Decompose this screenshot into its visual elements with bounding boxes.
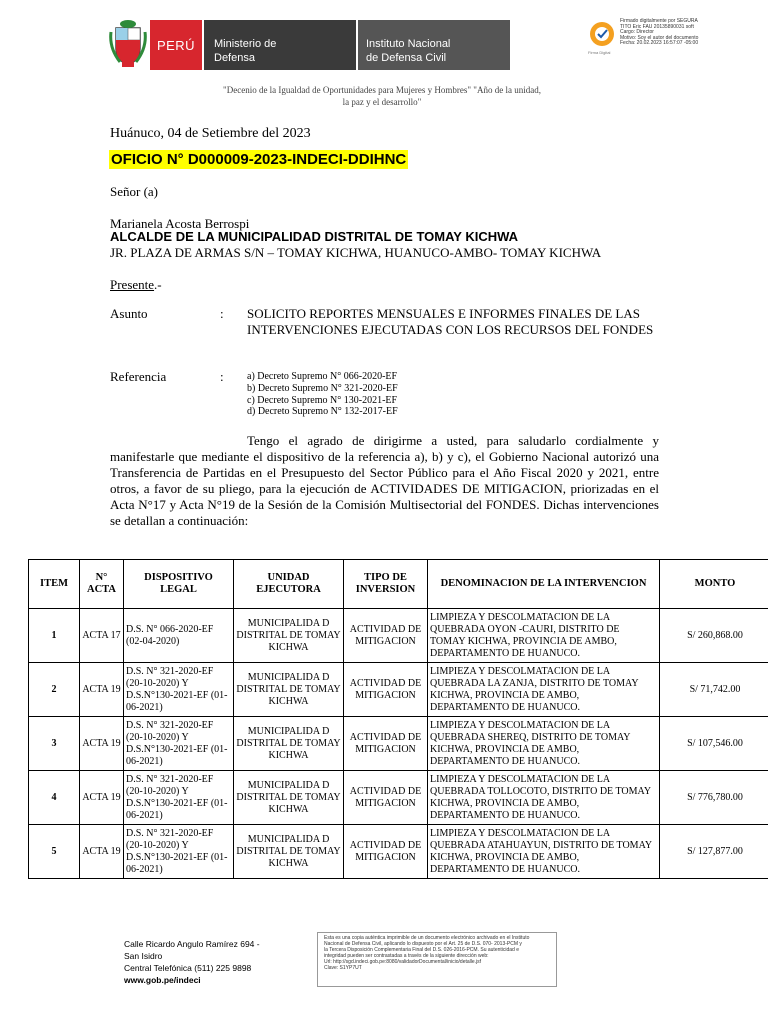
oficio-number: OFICIO N° D000009-2023-INDECI-DDIHNC (111, 151, 407, 168)
letter-date: Huánuco, 04 de Setiembre del 2023 (110, 126, 311, 141)
body-paragraph: Tengo el agrado de dirigirme a usted, para saludarlo cordialmente y manifestarle que mediante el dispositivo de la referencia a), b) y c), el Gobierno Nacional autorizó una Transferencia de Partidas en el Presupuesto del Sector Público para el Año Fiscal 2020 y 2021, entre otros, a favor de su pliego, para la ejecución de ACTIVIDADES DE MITIGACION, priorizadas en el Acta N°17 y Acta N°19 de la Sesión de la Comisión Multisectorial del FONDES. Dichas intervenciones se detallan a continuación: (110, 433, 659, 528)
ministerio-line-2: Defensa (214, 52, 255, 64)
signature-label: Firma Digital (588, 50, 611, 55)
verification-box (317, 932, 557, 987)
referencia-item: c) Decreto Supremo N° 130-2021-EF (247, 394, 398, 406)
table-row (29, 717, 768, 771)
signature-block (620, 19, 760, 47)
cell-denominacion: LIMPIEZA Y DESCOLMATACION DE LA QUEBRADA TOLLOCOTO, DISTRITO DE TOMAY KICHWA, PROVINCIA DE AMBO, DEPARTAMENTO DE HUANUCO. (428, 771, 660, 825)
table-header-row (29, 560, 768, 609)
instituto-line-1: Instituto Nacional (366, 38, 451, 50)
signature-line: Cargo: Director (620, 29, 654, 36)
th-denominacion: DENOMINACION DE LA INTERVENCION (428, 560, 660, 609)
cell-dispositivo: D.S. N° 321-2020-EF (20-10-2020) Y D.S.N°130-2021-EF (01-06-2021) (124, 771, 234, 825)
recipient-address: JR. PLAZA DE ARMAS S/N – TOMAY KICHWA, HUANUCO-AMBO- TOMAY KICHWA (110, 245, 602, 260)
instituto-logo-box (358, 20, 510, 70)
cell-dispositivo: D.S. N° 066-2020-EF (02-04-2020) (124, 609, 234, 663)
salutation: Señor (a) (110, 184, 159, 199)
cell-item: 5 (29, 825, 80, 879)
instituto-line-2: de Defensa Civil (366, 52, 447, 64)
table-row (29, 825, 768, 879)
signature-line: TITO Eric FAU 20135890031 soft (620, 23, 694, 30)
th-item: ITEM (29, 560, 80, 609)
footer-phone: Central Telefónica (511) 225 9898 (124, 963, 252, 973)
referencia-label: Referencia (110, 369, 167, 384)
motto: "Decenio de la Igualdad de Oportunidades para Mujeres y Hombres" "Año de la unidad, la paz y el desarrollo" (223, 85, 541, 107)
cell-unidad: MUNICIPALIDA D DISTRITAL DE TOMAY KICHWA (234, 771, 344, 825)
cell-tipo: ACTIVIDAD DE MITIGACION (344, 717, 428, 771)
th-dispositivo: DISPOSITIVO LEGAL (124, 560, 234, 609)
verification-line: Nacional de Defensa Civil, aplicando lo dispuesto por el Art. 25 de D.S. 070- 2013-PCM y (324, 941, 522, 947)
footer-address (124, 938, 260, 986)
signature-line: Fecha: 20.02.2023 16:57:07 -05:00 (620, 40, 699, 47)
footer-website-link[interactable]: www.gob.pe/indeci (124, 975, 201, 985)
peru-logo-box (150, 20, 202, 70)
cell-monto: S/ 260,868.00 (660, 609, 768, 663)
cell-acta: ACTA 17 (80, 609, 124, 663)
cell-item: 2 (29, 663, 80, 717)
cell-dispositivo: D.S. N° 321-2020-EF (20-10-2020) Y D.S.N°130-2021-EF (01-06-2021) (124, 663, 234, 717)
ministerio-logo-box (204, 20, 356, 70)
table-row (29, 771, 768, 825)
cell-tipo: ACTIVIDAD DE MITIGACION (344, 609, 428, 663)
presente-word: Presente (110, 277, 155, 292)
referencia-item: a) Decreto Supremo N° 066-2020-EF (247, 371, 398, 382)
cell-acta: ACTA 19 (80, 663, 124, 717)
asunto-text: SOLICITO REPORTES MENSUALES E INFORMES FINALES DE LAS INTERVENCIONES EJECUTADAS CON LOS RECURSOS DEL FONDES (247, 306, 654, 337)
recipient-name: Marianela Acosta Berrospi (110, 216, 250, 231)
referencia-item: b) Decreto Supremo N° 321-2020-EF (247, 382, 398, 394)
cell-acta: ACTA 19 (80, 771, 124, 825)
cell-unidad: MUNICIPALIDA D DISTRITAL DE TOMAY KICHWA (234, 609, 344, 663)
verification-url[interactable]: Url: http://sgd.indeci.gob.pe:8080/validadorDocumental/inicio/detalle.jsf (324, 959, 482, 965)
signature-line: Firmado digitalmente por SEGURA (620, 18, 698, 24)
recipient-title: ALCALDE DE LA MUNICIPALIDAD DISTRITAL DE TOMAY KICHWA (110, 229, 519, 244)
presente (110, 277, 162, 293)
cell-monto: S/ 107,546.00 (660, 717, 768, 771)
verification-line: Esta es una copia auténtica imprimible de un documento electrónico archivado en el Instituto (324, 935, 530, 941)
cell-acta: ACTA 19 (80, 825, 124, 879)
ministerio-line-1: Ministerio de (214, 38, 277, 50)
cell-item: 1 (29, 609, 80, 663)
th-tipo: TIPO DE INVERSION (344, 560, 428, 609)
footer-address-line: San Isidro (124, 951, 163, 961)
cell-denominacion: LIMPIEZA Y DESCOLMATACION DE LA QUEBRADA ATAHUAYUN, DISTRITO DE TOMAY KICHWA, PROVINCIA DE AMBO, DEPARTAMENTO DE HUANUCO. (428, 825, 660, 879)
asunto-colon: : (220, 306, 224, 321)
signature-line: Motivo: Soy el autor del documento (620, 34, 699, 41)
cell-denominacion: LIMPIEZA Y DESCOLMATACION DE LA QUEBRADA LA ZANJA, DISTRITO DE TOMAY KICHWA, PROVINCIA DE AMBO, DEPARTAMENTO DE HUANUCO. (428, 663, 660, 717)
footer-address-line: Calle Ricardo Angulo Ramírez 694 - (124, 939, 260, 949)
coat-of-arms-icon (108, 18, 148, 68)
cell-item: 3 (29, 717, 80, 771)
referencia-list (247, 371, 398, 418)
cell-unidad: MUNICIPALIDA D DISTRITAL DE TOMAY KICHWA (234, 717, 344, 771)
referencia-colon: : (220, 369, 224, 384)
cell-item: 4 (29, 771, 80, 825)
cell-dispositivo: D.S. N° 321-2020-EF (20-10-2020) Y D.S.N°130-2021-EF (01-06-2021) (124, 717, 234, 771)
cell-dispositivo: D.S. N° 321-2020-EF (20-10-2020) Y D.S.N°130-2021-EF (01-06-2021) (124, 825, 234, 879)
digital-signature-icon (588, 20, 616, 50)
verification-key: Clave: S1YP7UT (324, 965, 362, 971)
interventions-table (28, 559, 768, 879)
cell-unidad: MUNICIPALIDA D DISTRITAL DE TOMAY KICHWA (234, 825, 344, 879)
cell-monto: S/ 776,780.00 (660, 771, 768, 825)
peru-label: PERÚ (156, 37, 196, 53)
presente-suffix: .- (154, 277, 162, 292)
cell-tipo: ACTIVIDAD DE MITIGACION (344, 663, 428, 717)
table-row (29, 663, 768, 717)
asunto-label: Asunto (110, 306, 148, 321)
th-unidad: UNIDAD EJECUTORA (234, 560, 344, 609)
cell-monto: S/ 127,877.00 (660, 825, 768, 879)
th-monto: MONTO (660, 560, 768, 609)
verification-line: la Tercera Disposición Complementaria Final del D.S. 026-2016-PCM. Su autenticidad e (324, 947, 520, 953)
cell-denominacion: LIMPIEZA Y DESCOLMATACION DE LA QUEBRADA OYON -CAURI, DISTRITO DE TOMAY KICHWA, PROVINCIA DE AMBO, DEPARTAMENTO DE HUANUCO. (428, 609, 660, 663)
table-row (29, 609, 768, 663)
verification-line: integridad pueden ser contrastadas a través de la siguiente dirección web: (324, 953, 489, 959)
cell-monto: S/ 71,742.00 (660, 663, 768, 717)
referencia-item: d) Decreto Supremo N° 132-2017-EF (247, 406, 398, 418)
th-acta: N° ACTA (80, 560, 124, 609)
cell-unidad: MUNICIPALIDA D DISTRITAL DE TOMAY KICHWA (234, 663, 344, 717)
cell-tipo: ACTIVIDAD DE MITIGACION (344, 825, 428, 879)
cell-acta: ACTA 19 (80, 717, 124, 771)
cell-tipo: ACTIVIDAD DE MITIGACION (344, 771, 428, 825)
cell-denominacion: LIMPIEZA Y DESCOLMATACION DE LA QUEBRADA SHEREQ, DISTRITO DE TOMAY KICHWA, PROVINCIA DE AMBO, DEPARTAMENTO DE HUANUCO. (428, 717, 660, 771)
